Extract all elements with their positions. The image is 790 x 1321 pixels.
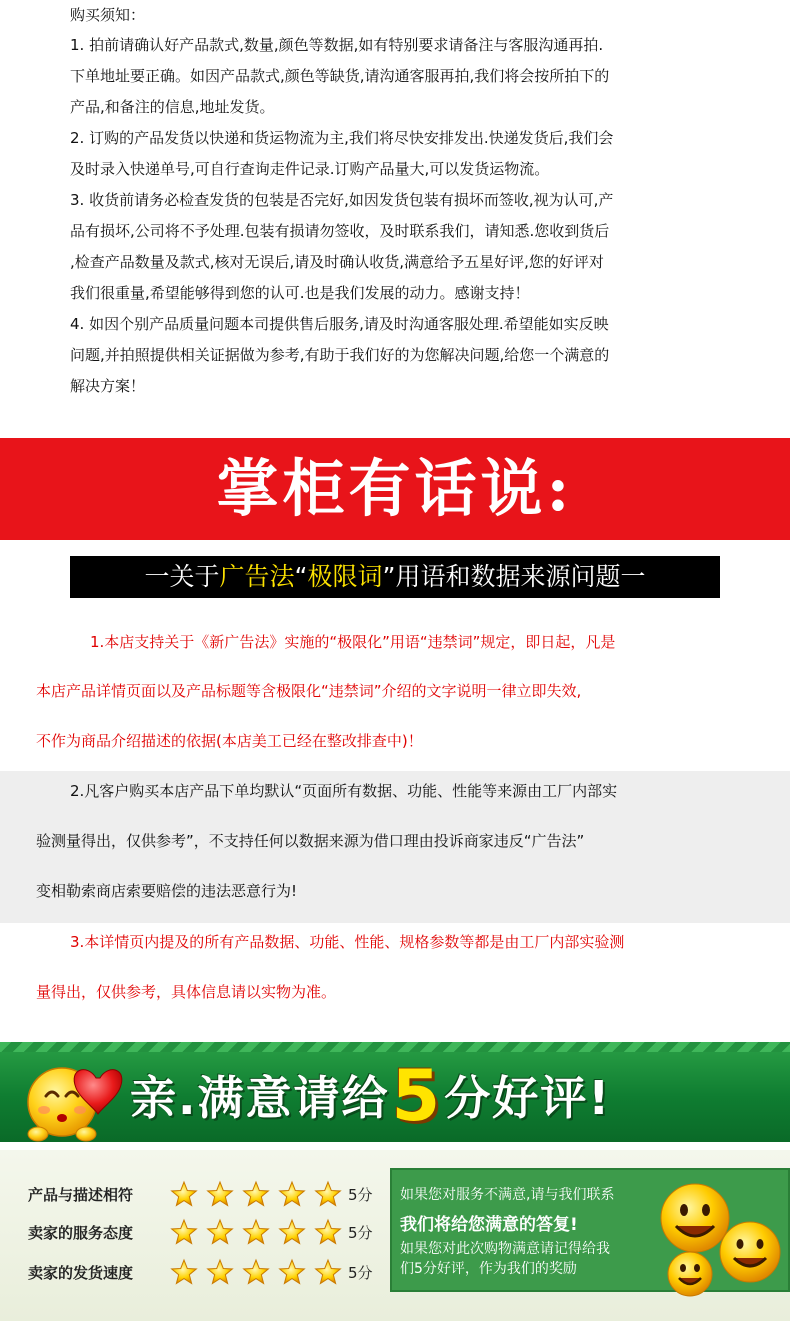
feedback-line: 如果您对此次购物满意请记得给我 (400, 1241, 610, 1257)
notice-line: 4. 如因个别产品质量问题本司提供售后服务,请及时沟通客服处理.希望能如实反映 (70, 315, 609, 333)
notice-line: 及时录入快递单号,可自行查询走件记录.订购产品量大,可以发货运物流。 (70, 160, 550, 178)
subtitle-quote-open: “ (294, 562, 308, 591)
score-label: 卖家的发货速度 (28, 1264, 134, 1282)
star-icon (280, 1220, 305, 1244)
star-rating (170, 1218, 345, 1246)
notice-line: ,检查产品数量及款式,核对无误后,请及时确认收货,满意给予五星好评,您的好评对 (70, 253, 604, 271)
ad-law-subtitle-bar (70, 556, 720, 598)
notice-line: 1. 拍前请确认好产品款式,数量,颜色等数据,如有特别要求请备注与客服沟通再拍. (70, 36, 604, 54)
score-value: 5分 (348, 1186, 373, 1204)
shopkeeper-banner (0, 438, 790, 540)
five-number: 5 (391, 1055, 443, 1137)
star-icon (208, 1182, 233, 1206)
policy-paragraph-2 (0, 771, 790, 923)
score-label: 产品与描述相符 (28, 1186, 134, 1204)
notice-line: 解决方案！ (70, 377, 146, 395)
star-rating (170, 1180, 345, 1208)
notice-line: 产品,和备注的信息,地址发货。 (70, 98, 275, 116)
feedback-line: 们5分好评，作为我们的奖励 (400, 1261, 577, 1277)
notice-line: 下单地址要正确。如因产品款式,颜色等缺货,请沟通客服再拍,我们将会按所拍下的 (70, 67, 610, 85)
star-icon (244, 1260, 269, 1284)
star-rating (170, 1258, 345, 1286)
policy-line: 量得出，仅供参考，具体信息请以实物为准。 (36, 983, 337, 1001)
policy-paragraph-3 (0, 924, 790, 1024)
banner-title: 掌柜有话说: (216, 452, 574, 525)
policy-line: 变相勒索商店索要赔偿的违法恶意行为! (36, 882, 298, 900)
star-icon (316, 1260, 341, 1284)
notice-line: 问题,并拍照提供相关证据做为参考,有助于我们好的为您解决问题,给您一个满意的 (70, 346, 610, 364)
subtitle-quote-close: ” (382, 562, 396, 591)
notice-line: 2. 订购的产品发货以快递和货运物流为主,我们将尽快安排发出.快递发货后,我们会 (70, 129, 614, 147)
star-icon (244, 1220, 269, 1244)
request-text-suffix: 分好评! (444, 1071, 612, 1125)
notice-title: 购买须知： (70, 6, 146, 24)
star-icon (280, 1260, 305, 1284)
notice-line: 3. 收货前请务必检查发货的包装是否完好,如因发货包装有损坏而签收,视为认可,产 (70, 191, 614, 209)
star-icon (172, 1182, 197, 1206)
policy-line: 本店产品详情页面以及产品标题等含极限化“违禁词”介绍的文字说明一律立即失效, (36, 682, 582, 700)
star-icon (316, 1182, 341, 1206)
notice-line: 我们很重量,希望能够得到您的认可.也是我们发展的动力。感谢支持！ (70, 284, 530, 302)
smiley-heart-icon (18, 1052, 128, 1144)
star-icon (172, 1220, 197, 1244)
star-icon (208, 1260, 233, 1284)
request-text-prefix: 亲.满意请给 (130, 1071, 390, 1125)
star-icon (172, 1260, 197, 1284)
star-icon (208, 1220, 233, 1244)
subtitle-highlight-ad-law: 广告法 (219, 562, 295, 591)
policy-line: 3.本详情页内提及的所有产品数据、功能、性能、规格参数等都是由工厂内部实验测 (70, 933, 625, 951)
score-value: 5分 (348, 1264, 373, 1282)
subtitle-highlight-extreme-words: 极限词 (307, 562, 383, 591)
score-value: 5分 (348, 1224, 373, 1242)
score-label: 卖家的服务态度 (28, 1224, 134, 1242)
policy-paragraph-1 (0, 620, 790, 770)
star-icon (316, 1220, 341, 1244)
policy-line: 验测量得出，仅供参考”，不支持任何以数据来源为借口理由投诉商家违反“广告法” (36, 832, 585, 850)
star-icon (280, 1182, 305, 1206)
purchase-notice (70, 4, 760, 402)
policy-line: 1.本店支持关于《新广告法》实施的“极限化”用语“违禁词”规定，即日起，凡是 (90, 633, 616, 651)
subtitle-suffix: 用语和数据来源问题一 (395, 562, 646, 591)
five-star-request-text (130, 1055, 612, 1137)
subtitle-prefix: 一关于 (144, 562, 220, 591)
feedback-line: 如果您对服务不满意,请与我们联系 (400, 1187, 615, 1203)
smiley-group-icon (640, 1180, 785, 1298)
policy-line: 不作为商品介绍描述的依据(本店美工已经在整改排查中)！ (36, 732, 423, 750)
notice-line: 品有损坏,公司将不予处理.包装有损请勿签收，及时联系我们，请知悉.您收到货后 (70, 222, 610, 240)
policy-line: 2.凡客户购买本店产品下单均默认“页面所有数据、功能、性能等来源由工厂内部实 (70, 782, 618, 800)
star-icon (244, 1182, 269, 1206)
feedback-line: 我们将给您满意的答复! (400, 1215, 578, 1235)
